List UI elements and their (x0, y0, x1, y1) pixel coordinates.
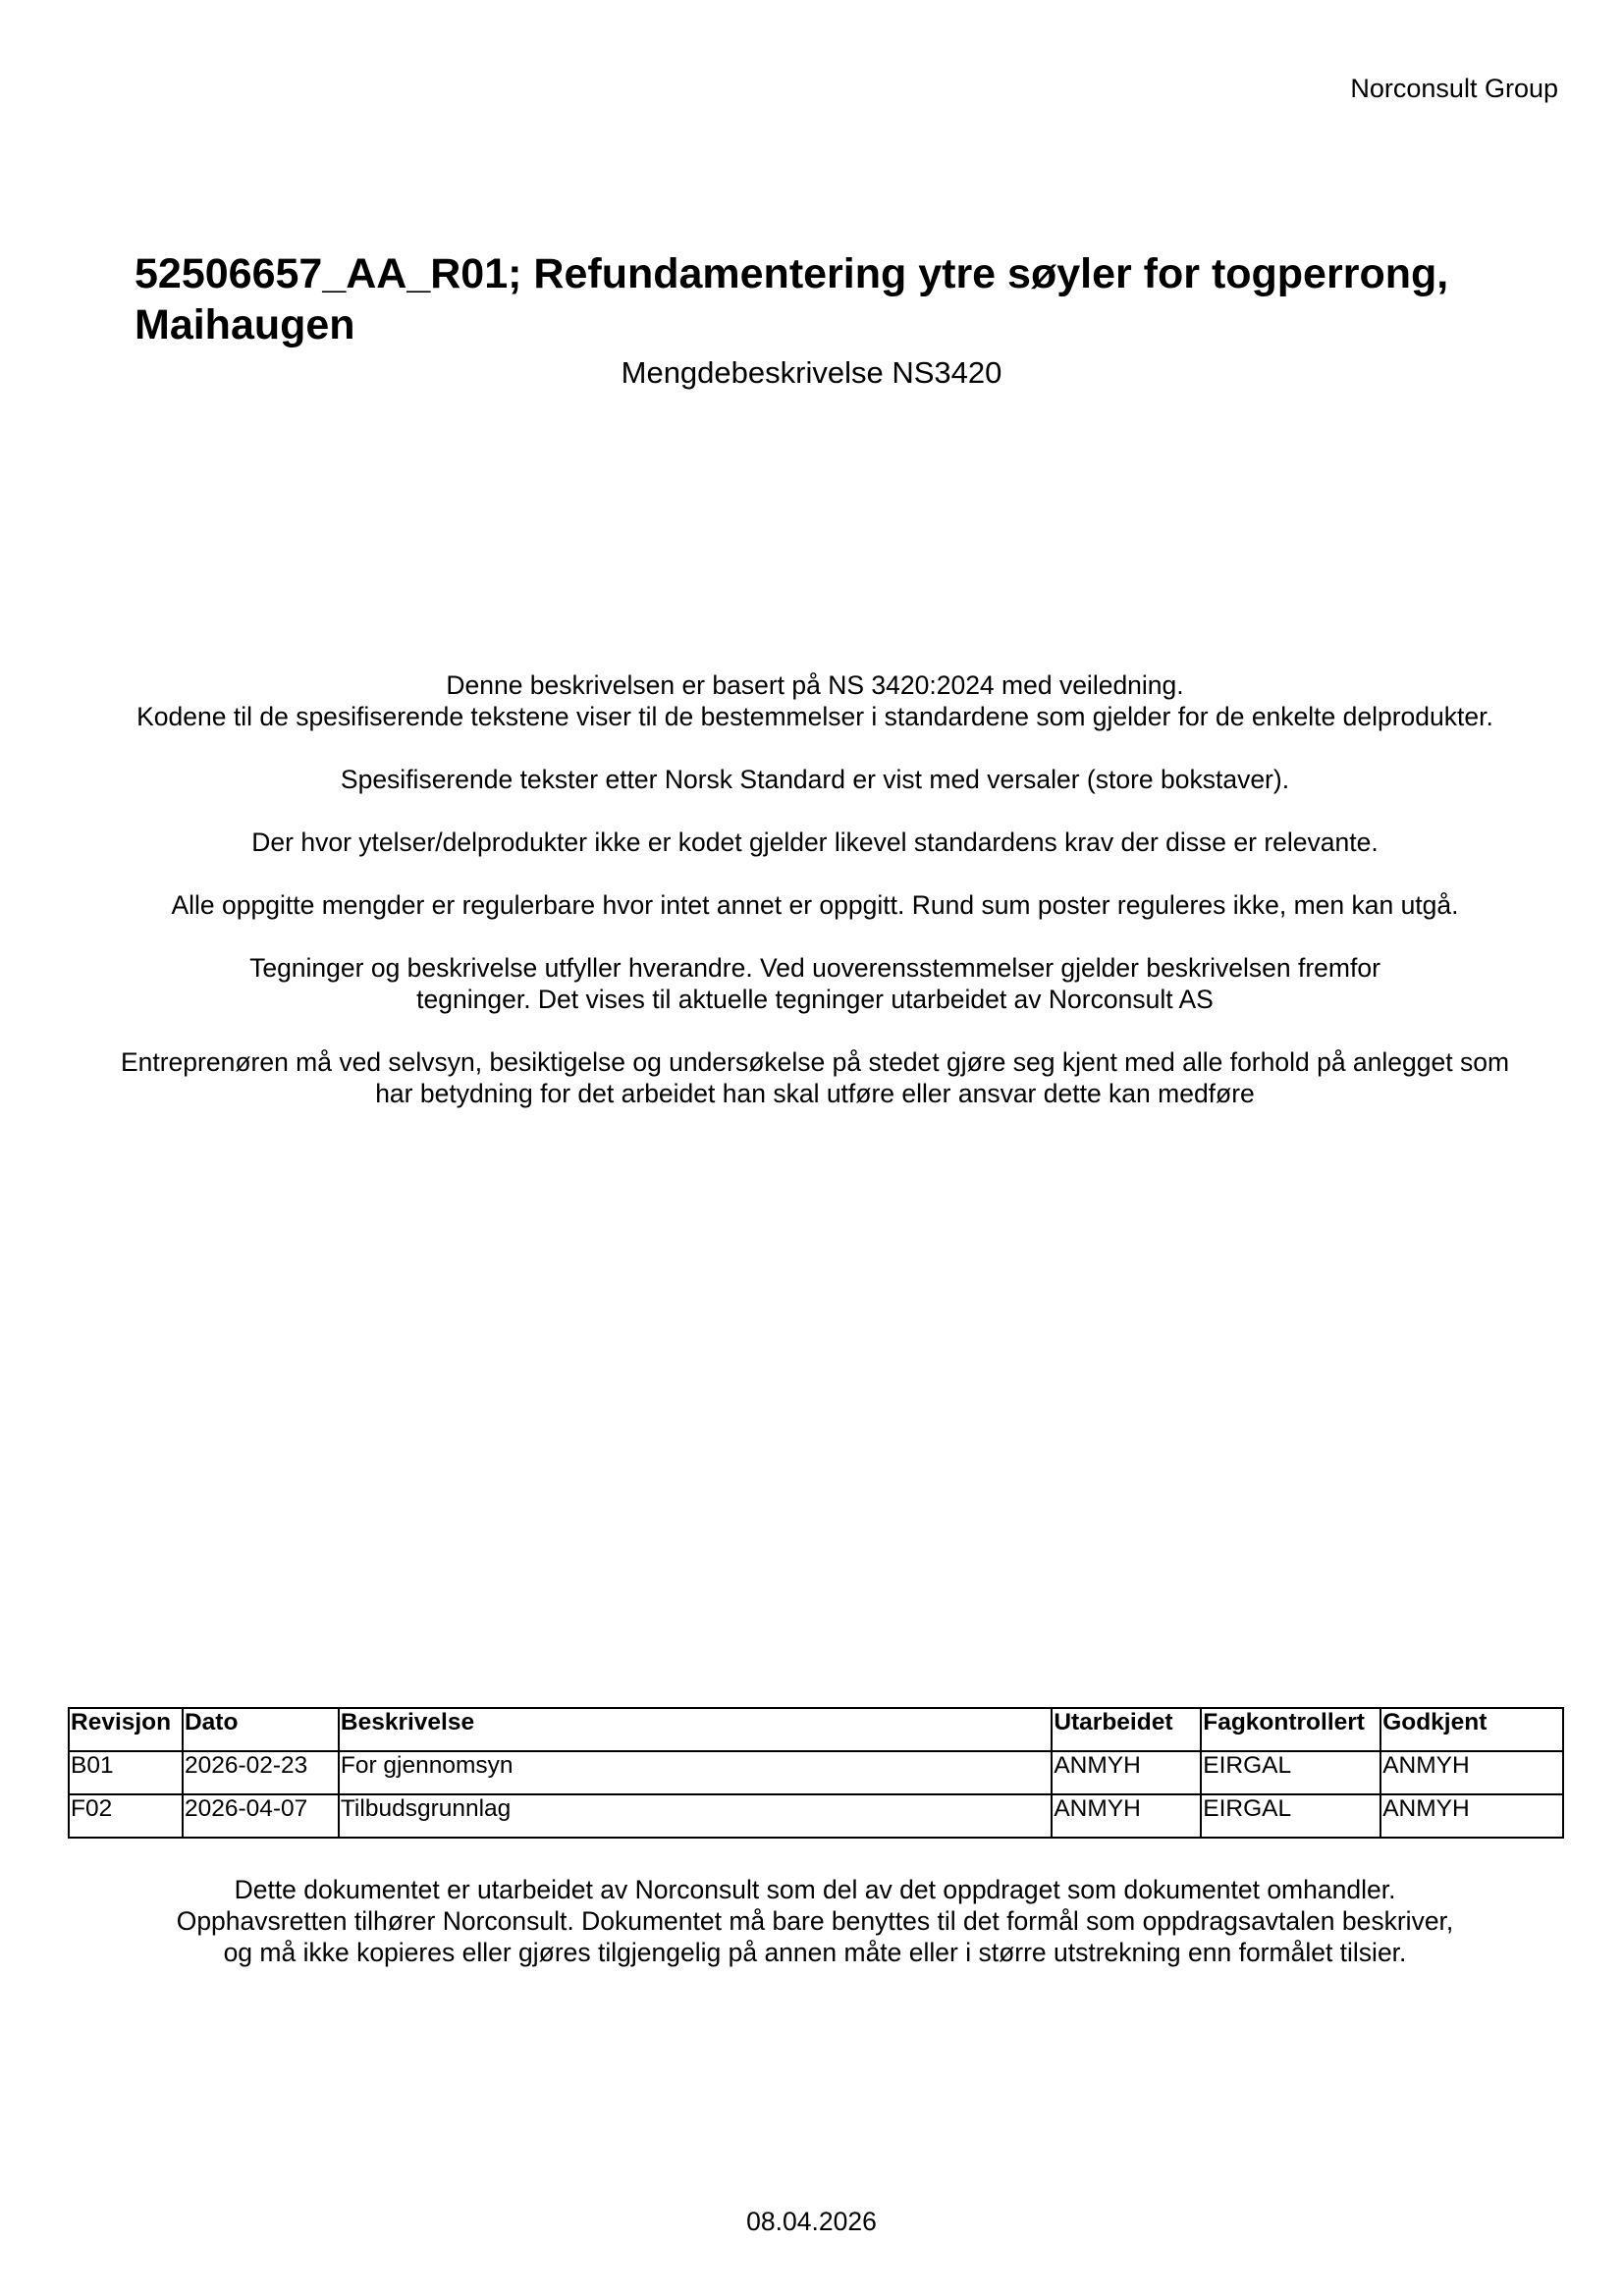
note-paragraph (39, 889, 1591, 921)
note-line: Entreprenøren må ved selvsyn, besiktigelse og undersøkelse på stedet gjøre seg kjent med alle forhold på anlegget som (120, 1047, 1510, 1077)
cell-fagkontrollert: EIRGAL (1201, 1794, 1380, 1838)
cell-godkjent: ANMYH (1380, 1794, 1563, 1838)
cell-dato: 2026-04-07 (183, 1794, 339, 1838)
disclaimer-line: Opphavsretten tilhører Norconsult. Dokumentet må bare benyttes til det formål som oppdragsavtalen beskriver, (176, 1906, 1454, 1936)
cell-dato: 2026-02-23 (183, 1751, 339, 1794)
cell-godkjent: ANMYH (1380, 1751, 1563, 1794)
column-header-godkjent: Godkjent (1380, 1708, 1563, 1751)
column-header-revisjon: Revisjon (69, 1708, 183, 1751)
document-title: 52506657_AA_R01; Refundamentering ytre søyler for togperrong, Maihaugen (135, 250, 1449, 348)
column-header-fagkontrollert: Fagkontrollert (1201, 1708, 1380, 1751)
footer-date: 08.04.2026 (746, 2207, 877, 2236)
note-line: Alle oppgitte mengder er regulerbare hvor intet annet er oppgitt. Rund sum poster reguleres ikke, men kan utgå. (171, 890, 1459, 920)
table-header-row (69, 1708, 1563, 1751)
note-line: Denne beskrivelsen er basert på NS 3420:2024 med veiledning. (446, 670, 1184, 700)
revision-table (68, 1707, 1564, 1839)
disclaimer-line: Dette dokumentet er utarbeidet av Norconsult som del av det oppdraget som dokumentet omhandler. (234, 1875, 1396, 1904)
company-name: Norconsult Group (1350, 74, 1558, 103)
table-row (69, 1751, 1563, 1794)
note-paragraph (39, 669, 1591, 732)
note-line: tegninger. Det vises til aktuelle tegninger utarbeidet av Norconsult AS (416, 985, 1214, 1014)
cell-beskrivelse: Tilbudsgrunnlag (339, 1794, 1052, 1838)
table-row (69, 1794, 1563, 1838)
cell-revisjon: F02 (69, 1794, 183, 1838)
copyright-disclaimer (39, 1874, 1591, 1968)
column-header-dato: Dato (183, 1708, 339, 1751)
cell-utarbeidet: ANMYH (1052, 1751, 1201, 1794)
column-header-utarbeidet: Utarbeidet (1052, 1708, 1201, 1751)
note-line: Spesifiserende tekster etter Norsk Standard er vist med versaler (store bokstaver). (340, 765, 1290, 794)
note-paragraph (39, 1046, 1591, 1109)
column-header-beskrivelse: Beskrivelse (339, 1708, 1052, 1751)
cell-utarbeidet: ANMYH (1052, 1794, 1201, 1838)
cell-beskrivelse: For gjennomsyn (339, 1751, 1052, 1794)
note-line: Kodene til de spesifiserende tekstene viser til de bestemmelser i standardene som gjelder for de enkelte delprodukter. (136, 702, 1493, 731)
cell-revisjon: B01 (69, 1751, 183, 1794)
note-paragraph (39, 827, 1591, 858)
note-line: Der hvor ytelser/delprodukter ikke er kodet gjelder likevel standardens krav der disse er relevante. (251, 828, 1379, 857)
cell-fagkontrollert: EIRGAL (1201, 1751, 1380, 1794)
document-subtitle: Mengdebeskrivelse NS3420 (621, 355, 1002, 390)
disclaimer-line: og må ikke kopieres eller gjøres tilgjengelig på annen måte eller i større utstrekning enn formålet tilsier. (223, 1938, 1407, 1967)
note-line: Tegninger og beskrivelse utfyller hverandre. Ved uoverensstemmelser gjelder beskrivelsen fremfor (249, 953, 1380, 983)
note-paragraph (39, 952, 1591, 1015)
note-line: har betydning for det arbeidet han skal utføre eller ansvar dette kan medføre (375, 1079, 1255, 1108)
introductory-notes (39, 669, 1591, 1109)
note-paragraph (39, 764, 1591, 795)
